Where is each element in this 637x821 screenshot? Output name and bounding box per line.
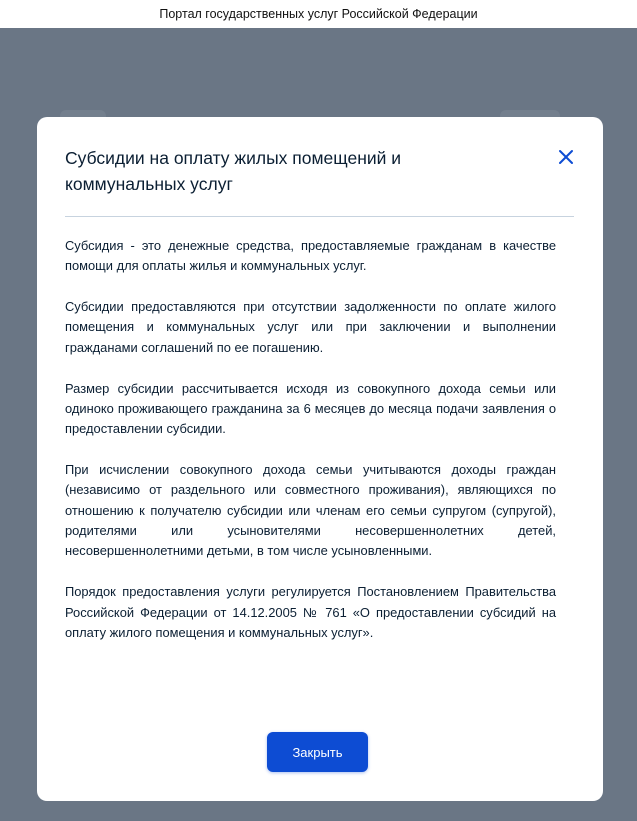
modal-content: [65, 236, 556, 664]
paragraph-conditions: Субсидии предоставляются при отсутствии задолженности по оплате жилого помещения и коммунальных услуг или при заключении и выполнении гражданами соглашений по ее погашению.: [65, 299, 556, 355]
subsidy-info-modal: [37, 117, 603, 801]
close-button[interactable]: Закрыть: [267, 732, 368, 772]
paragraph-calculation: Размер субсидии рассчитывается исходя из совокупного дохода семьи или одиноко проживающего гражданина за 6 месяцев до месяца подачи заявления о предоставлении субсидии.: [65, 380, 556, 437]
title-divider: [65, 216, 574, 217]
paragraph-regulation: Порядок предоставления услуги регулируется Постановлением Правительства Российской Федерации от 14.12.2005 № 761 «О предоставлении субсидий на оплату жилого помещения и коммунальных услуг».: [65, 584, 556, 640]
paragraph-income: При исчислении совокупного дохода семьи учитываются доходы граждан (независимо от раздельного или совместного проживания), являющихся по отношению к получателю субсидии или членам его семьи супругом (супругой), родителями или усыновителями несовершеннолетних детей, несовершеннолетними детьми, в том числе усыновленными.: [65, 462, 556, 559]
close-icon[interactable]: [556, 147, 576, 167]
window-title: Портал государственных услуг Российской Федерации: [159, 7, 478, 21]
close-icon-graphic: [556, 147, 576, 167]
paragraph-definition: Субсидия - это денежные средства, предоставляемые гражданам в качестве помощи для оплаты жилья и коммунальных услуг.: [65, 238, 556, 274]
modal-title: Субсидии на оплату жилых помещений и коммунальных услуг: [65, 148, 402, 194]
window-title-bar: [0, 0, 637, 28]
